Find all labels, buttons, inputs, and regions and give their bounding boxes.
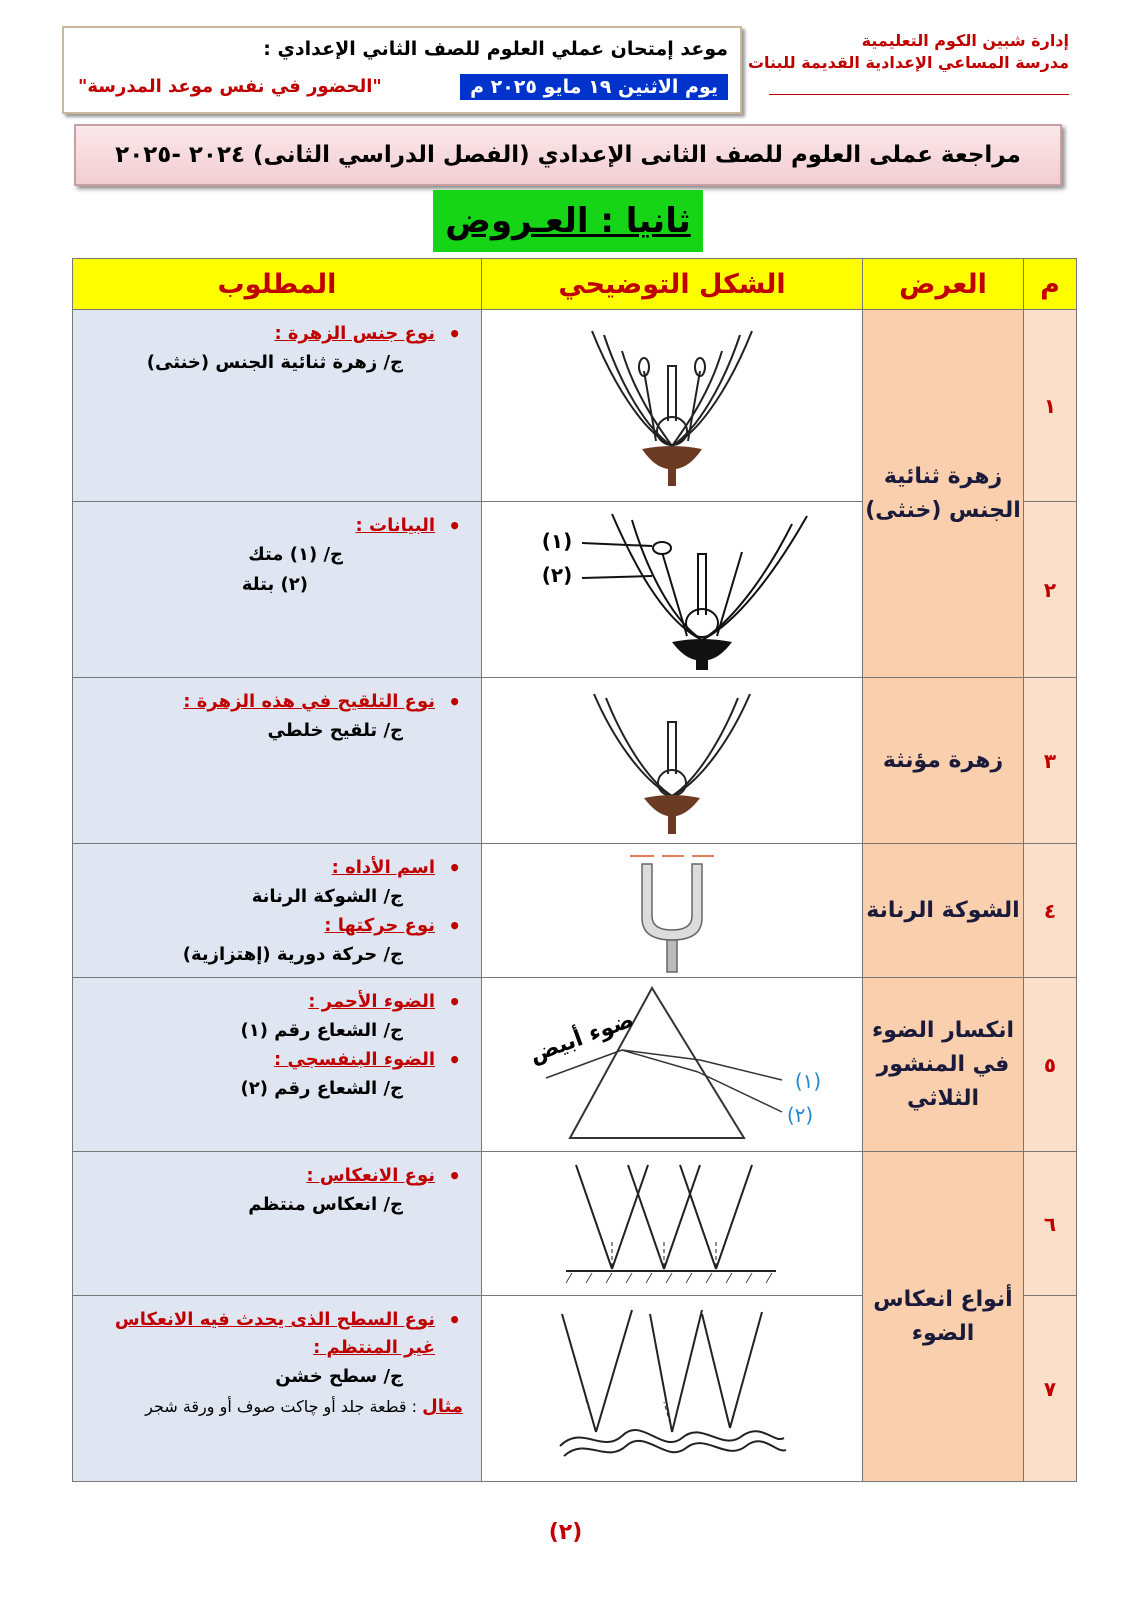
- answer: ج/ الشعاع رقم (٢): [240, 1078, 403, 1099]
- header-display: العرض: [863, 259, 1024, 310]
- row-num: ٦: [1024, 1152, 1077, 1296]
- bisexual-flower-illustration: [572, 321, 772, 491]
- question: • نوع الانعكاس :: [87, 1162, 463, 1190]
- example: [87, 1392, 463, 1422]
- display-flower-f: [863, 678, 1024, 844]
- admin-line2: مدرسة المساعي الإعدادية القديمة للبنات: [747, 53, 1069, 72]
- answer: ج/ (١) متك: [248, 544, 343, 565]
- admin-underline: [769, 94, 1069, 95]
- displays-table: [72, 258, 1077, 1482]
- figure-fork: [482, 844, 863, 978]
- table-row: [73, 978, 1077, 1152]
- question: • نوع حركتها :: [87, 912, 463, 940]
- table-row: [73, 310, 1077, 502]
- exam-box: [62, 26, 742, 114]
- display-flower-bi: [863, 310, 1024, 678]
- row-num: ٢: [1024, 502, 1077, 678]
- section-title: ثانيا : العـروض: [433, 190, 703, 252]
- page-number: (٢): [548, 1520, 583, 1545]
- example-text: : قطعة جلد أو چاكت صوف أو ورقة شجر: [145, 1397, 418, 1416]
- label-2: (٢): [541, 562, 573, 587]
- answer: ج/ زهرة ثنائية الجنس (خنثى): [146, 352, 403, 373]
- display-fork: [863, 844, 1024, 978]
- answer: ج/ الشعاع رقم (١): [240, 1020, 403, 1041]
- question: • الضوء الأحمر :: [87, 988, 463, 1016]
- row-num: ٣: [1024, 678, 1077, 844]
- header-required: المطلوب: [73, 259, 482, 310]
- row-num: ٧: [1024, 1296, 1077, 1482]
- header-num: م: [1024, 259, 1077, 310]
- display-reflect: [863, 1152, 1024, 1482]
- display-prism: [863, 978, 1024, 1152]
- female-flower-illustration: [572, 686, 772, 836]
- example-label: مثال: [422, 1396, 463, 1417]
- exam-title: موعد إمتحان عملي العلوم للصف الثاني الإعدادي :: [263, 38, 728, 60]
- required-cell: [73, 1296, 482, 1482]
- required-cell: [73, 844, 482, 978]
- admin-line1: إدارة شبين الكوم التعليمية: [861, 31, 1069, 50]
- figure-flower-bi: [482, 310, 863, 502]
- exam-date: يوم الاثنين ١٩ مايو ٢٠٢٥ م: [460, 74, 728, 100]
- question: • اسم الأداه :: [87, 854, 463, 882]
- required-cell: [73, 678, 482, 844]
- required-cell: [73, 978, 482, 1152]
- question: • نوع السطح الذى يحدث فيه الانعكاس غير المنتظم :: [87, 1306, 463, 1362]
- ray-label-1: (١): [794, 1068, 822, 1093]
- prism-illustration: [492, 982, 852, 1148]
- display-label: أنواع انعكاس الضوء: [873, 1286, 1013, 1346]
- required-cell: [73, 502, 482, 678]
- answer: ج/ تلقيح خلطي: [267, 720, 403, 741]
- header-figure: الشكل التوضيحي: [482, 259, 863, 310]
- page-banner: مراجعة عملى العلوم للصف الثانى الإعدادي (الفصل الدراسي الثانى) ٢٠٢٤ -٢٠٢٥: [74, 124, 1062, 186]
- question: • نوع التلقيح في هذه الزهرة :: [87, 688, 463, 716]
- regular-reflection-illustration: [562, 1159, 782, 1289]
- figure-flower-labeled: [482, 502, 863, 678]
- answer: (٢) بتلة: [241, 574, 308, 595]
- required-cell: [73, 310, 482, 502]
- answer: ج/ الشوكة الرنانة: [251, 886, 403, 907]
- irregular-reflection-illustration: [552, 1304, 792, 1474]
- labeled-flower-illustration: [512, 510, 832, 670]
- figure-flower-f: [482, 678, 863, 844]
- table-header-row: [73, 259, 1077, 310]
- label-1: (١): [541, 528, 573, 553]
- row-num: ٥: [1024, 978, 1077, 1152]
- display-label: زهرة ثنائية الجنس (خنثى): [865, 463, 1021, 523]
- question: • البيانات :: [87, 512, 463, 540]
- display-label: زهرة مؤنثة: [882, 747, 1004, 773]
- white-light-label: ضوء أبيض: [526, 1007, 638, 1068]
- ray-label-2: (٢): [786, 1102, 814, 1127]
- answer: ج/ انعكاس منتظم: [248, 1194, 403, 1215]
- tuning-fork-illustration: [612, 848, 732, 974]
- required-cell: [73, 1152, 482, 1296]
- row-num: ٤: [1024, 844, 1077, 978]
- question: • الضوء البنفسجي :: [87, 1046, 463, 1074]
- question: • نوع جنس الزهرة :: [87, 320, 463, 348]
- figure-prism: [482, 978, 863, 1152]
- display-label: الشوكة الرنانة: [866, 897, 1020, 923]
- figure-irregular-reflection: [482, 1296, 863, 1482]
- exam-note: "الحضور في نفس موعد المدرسة": [78, 76, 382, 97]
- table-row: [73, 844, 1077, 978]
- table-row: [73, 678, 1077, 844]
- table-row: [73, 1152, 1077, 1296]
- admin-header: [729, 30, 1069, 74]
- display-label: انكسار الضوء في المنشور الثلاثي: [871, 1017, 1015, 1111]
- figure-regular-reflection: [482, 1152, 863, 1296]
- answer: ج/ سطح خشن: [275, 1366, 403, 1387]
- row-num: ١: [1024, 310, 1077, 502]
- answer: ج/ حركة دورية (إهتزازية): [182, 944, 403, 965]
